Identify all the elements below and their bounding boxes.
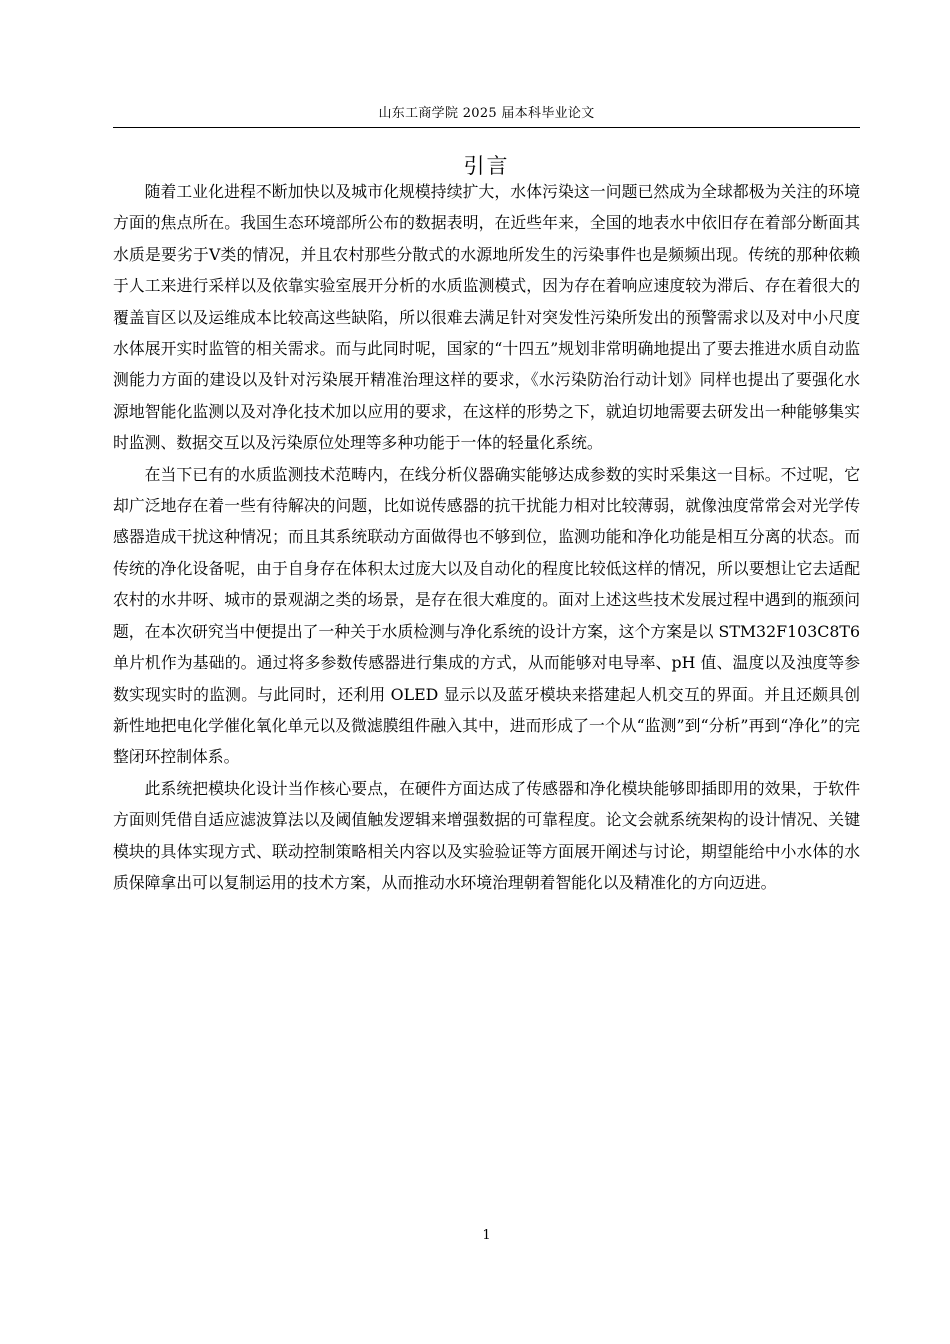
paragraph-1: 随着工业化进程不断加快以及城市化规模持续扩大，水体污染这一问题已然成为全球都极为关注的环境方面的焦点所在。我国生态环境部所公布的数据表明，在近些年来，全国的地表水中依旧存在着部分断面其水质是要劣于Ⅴ类的情况，并且农村那些分散式的水源地所发生的污染事件也是频频出现。传统的那种依赖于人工来进行采样以及依靠实验室展开分析的水质监测模式，因为存在着响应速度较为滞后、存在着很大的覆盖盲区以及运维成本比较高这些缺陷，所以很难去满足针对突发性污染所发出的预警需求以及对中小尺度水体展开实时监管的相关需求。而与此同时呢，国家的“十四五”规划非常明确地提出了要去推进水质自动监测能力方面的建设以及针对污染展开精准治理这样的要求，《水污染防治行动计划》同样也提出了要强化水源地智能化监测以及对净化技术加以应用的要求，在这样的形势之下，就迫切地需要去研发出一种能够集实时监测、数据交互以及污染原位处理等多种功能于一体的轻量化系统。 bbox=[113, 182, 860, 453]
running-header: 山东工商学院 2025 届本科毕业论文 bbox=[378, 106, 595, 121]
paragraph-2: 在当下已有的水质监测技术范畴内，在线分析仪器确实能够达成参数的实时采集这一目标。不过呢，它却广泛地存在着一些有待解决的问题，比如说传感器的抗干扰能力相对比较薄弱，就像浊度常常会对光学传感器造成干扰这种情况；而且其系统联动方面做得也不够到位，监测功能和净化功能是相互分离的状态。而传统的净化设备呢，由于自身存在体积太过庞大以及自动化的程度比较低这样的情况，所以要想让它去适配农村的水井呀、城市的景观湖之类的场景，是存在很大难度的。面对上述这些技术发展过程中遇到的瓶颈问题，在本次研究当中便提出了一种关于水质检测与净化系统的设计方案，这个方案是以 STM32F103C8T6 单片机作为基础的。通过将多参数传感器进行集成的方式，从而能够对电导率、pH 值、温度以及浊度等参数实现实时的监测。与此同时，还利用 OLED 显示以及蓝牙模块来搭建起人机交互的界面。并且还颇具创新性地把电化学催化氧化单元以及微滤膜组件融入其中，进而形成了一个从“监测”到“分析”再到“净化”的完整闭环控制体系。 bbox=[113, 464, 860, 767]
paragraph-3: 此系统把模块化设计当作核心要点，在硬件方面达成了传感器和净化模块能够即插即用的效果，于软件方面则凭借自适应滤波算法以及阈值触发逻辑来增强数据的可靠程度。论文会就系统架构的设计情况、关键模块的具体实现方式、联动控制策略相关内容以及实验验证等方面展开阐述与讨论，期望能给中小水体的水质保障拿出可以复制运用的技术方案，从而推动水环境治理朝着智能化以及精准化的方向迈进。 bbox=[113, 778, 860, 892]
header-divider bbox=[113, 127, 860, 128]
page-number: 1 bbox=[482, 1228, 491, 1243]
body-text bbox=[113, 176, 860, 898]
section-title: 引言 bbox=[463, 154, 510, 178]
